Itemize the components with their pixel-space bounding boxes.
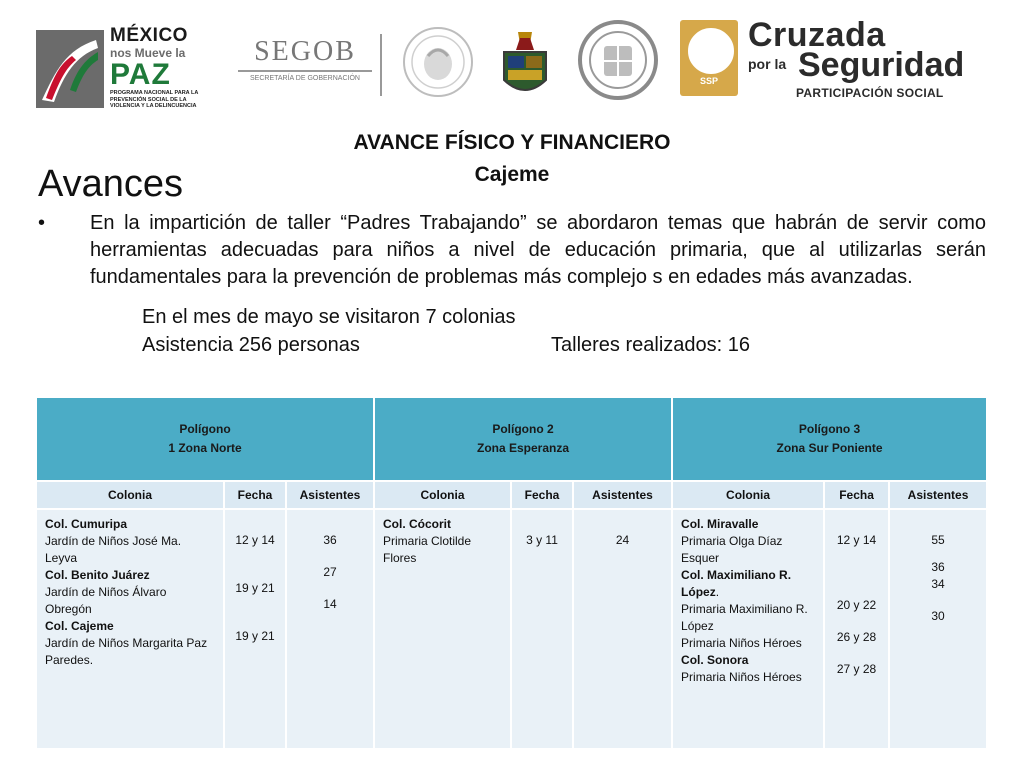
participacion-social-text: PARTICIPACIÓN SOCIAL [796, 86, 944, 100]
mexico-paz-text [110, 26, 200, 110]
p3-fechas-cell [824, 509, 889, 749]
p3-school-1: Primaria Olga Díaz Esquer [681, 534, 783, 565]
p3-colonias-cell [672, 509, 824, 749]
p3-asistentes-cell [889, 509, 987, 749]
p2-colonias-cell [374, 509, 511, 749]
segob-name: SEGOB [254, 36, 356, 67]
polygon-1-header [36, 397, 374, 481]
col-asistentes-header: Asistentes [889, 481, 987, 509]
p1-asistentes-cell [286, 509, 374, 749]
mexico-paz-logo [36, 25, 199, 112]
p3-asistentes-3: 34 [931, 577, 945, 591]
summary-attendance: Asistencia 256 personas [142, 334, 360, 356]
p3-colonia-3: Col. Sonora [681, 653, 749, 667]
column-header-row [36, 481, 987, 509]
description-paragraph: En la impartición de taller “Padres Trabajando” se abordaron temas que habrán de servir como herramientas adecuadas para niños a nivel de educación primaria, que al utilizarlas serán fundamentales para la prevención de problemas más complejo s en edades más avanzadas. [90, 212, 986, 288]
p1-fecha-3: 19 y 21 [235, 629, 275, 643]
p2-fecha-1: 3 y 11 [526, 533, 558, 547]
mexico-flag-emblem [36, 30, 104, 108]
ssp-badge [680, 20, 738, 96]
p1-school-2: Jardín de Niños Álvaro Obregón [45, 585, 167, 616]
cruzada-logo [680, 16, 970, 104]
por-la-word: por la [748, 56, 787, 72]
p3-school-3: Primaria Niños Héroes [681, 636, 802, 650]
bullet-mark: • [38, 212, 46, 234]
p1-fecha-1: 12 y 14 [235, 533, 275, 547]
sonora-seal-icon [578, 20, 658, 100]
col-colonia-header: Colonia [374, 481, 511, 509]
polygon-3-header [672, 397, 987, 481]
col-fecha-header: Fecha [824, 481, 889, 509]
p1-school-3: Jardín de Niños Margarita Paz Paredes. [45, 636, 208, 667]
p1-asistentes-1: 36 [323, 533, 337, 547]
p3-school-4: Primaria Niños Héroes [681, 670, 802, 684]
p1-fechas-cell [224, 509, 286, 749]
ssp-label: SSP [699, 76, 718, 86]
p2-asistentes-1: 24 [615, 533, 630, 547]
p1-colonia-3: Col. Cajeme [45, 619, 114, 633]
segob-subtitle: SECRETARÍA DE GOBERNACIÓN [250, 75, 360, 82]
p3-fecha-1: 12 y 14 [836, 533, 877, 547]
col-asistentes-header: Asistentes [286, 481, 374, 509]
p3-colonia-2: Col. Maximiliano R. López [681, 568, 792, 599]
col-asistentes-header: Asistentes [573, 481, 672, 509]
p3-school-2: Primaria Maximiliano R. López [681, 602, 808, 633]
summary-visits: En el mes de mayo se visitaron 7 colonias [142, 306, 516, 328]
polygon-1-line1: Polígono [179, 422, 231, 436]
col-fecha-header: Fecha [224, 481, 286, 509]
p2-school-1: Primaria Clotilde Flores [383, 534, 472, 565]
polygon-2-header [374, 397, 672, 481]
polygon-table [35, 396, 988, 750]
polygon-1-line2: 1 Zona Norte [168, 441, 242, 455]
p2-colonia-1: Col. Cócorit [383, 517, 451, 531]
p2-asistentes-cell [573, 509, 672, 749]
logo-strip [0, 0, 1024, 120]
p1-colonia-1: Col. Cumuripa [45, 517, 128, 531]
p1-school-1: Jardín de Niños José Ma. Leyva [45, 534, 182, 565]
logo-separator [380, 34, 382, 96]
ssp-badge-seal [688, 28, 734, 74]
p3-fecha-2: 20 y 22 [836, 598, 877, 612]
p3-asistentes-1: 55 [931, 533, 945, 547]
table-row [36, 509, 987, 749]
programa-nacional-text: PROGRAMA NACIONAL PARA LA PREVENCIÓN SOCIAL DE LA VIOLENCIA Y LA DELINCUENCIA [110, 90, 199, 109]
p1-colonias-cell [36, 509, 224, 749]
summary-workshops: Talleres realizados: 16 [551, 334, 750, 356]
national-seal-icon [402, 26, 474, 98]
p1-asistentes-3: 14 [323, 597, 337, 611]
segob-logo [232, 36, 378, 98]
p3-colonia-2-line [681, 567, 815, 601]
polygon-2-line2: Zona Esperanza [477, 441, 570, 455]
p2-fechas-cell [511, 509, 573, 749]
col-colonia-header: Colonia [672, 481, 824, 509]
col-fecha-header: Fecha [511, 481, 573, 509]
cajeme-crest-icon [500, 28, 550, 100]
polygon-header-row [36, 397, 987, 481]
p3-asistentes-2: 36 [931, 560, 945, 574]
polygon-2-line1: Polígono 2 [492, 422, 554, 436]
p3-fecha-3: 26 y 28 [836, 630, 877, 644]
polygon-3-line1: Polígono 3 [798, 422, 861, 436]
col-colonia-header: Colonia [36, 481, 224, 509]
seguridad-word: Seguridad [798, 46, 965, 84]
cruzada-word: Cruzada [748, 16, 886, 54]
polygon-3-line2: Zona Sur Poniente [776, 441, 883, 455]
mexico-word: MÉXICO [110, 25, 188, 46]
p3-colonia-2-suffix: . [715, 585, 720, 599]
section-heading: Avances [38, 163, 184, 205]
p3-asistentes-4: 30 [931, 609, 945, 623]
p1-colonia-2: Col. Benito Juárez [45, 568, 150, 582]
paz-word: PAZ [110, 58, 171, 91]
p3-colonia-1: Col. Miravalle [681, 517, 759, 531]
p3-fecha-4: 27 y 28 [836, 662, 877, 676]
segob-divider [238, 70, 372, 72]
report-title: AVANCE FÍSICO Y FINANCIERO [353, 131, 671, 154]
p1-asistentes-2: 27 [323, 565, 337, 579]
nos-mueve-word: nos Mueve la [110, 46, 186, 60]
p1-fecha-2: 19 y 21 [235, 581, 275, 595]
municipality-subtitle: Cajeme [474, 163, 550, 186]
